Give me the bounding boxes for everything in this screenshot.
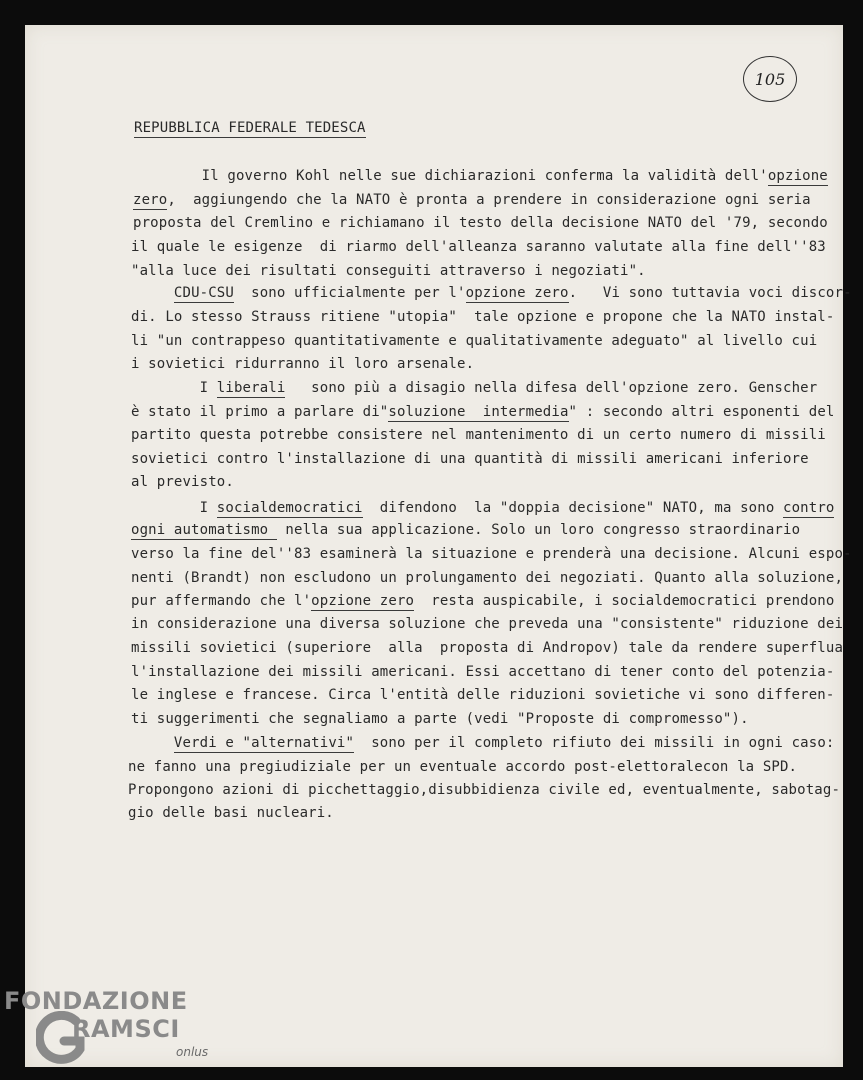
text-line: Il governo Kohl nelle sue dichiarazioni conferma la validità dell'opzione: [133, 168, 828, 184]
text-line: zero, aggiungendo che la NATO è pronta a prendere in considerazione ogni seria: [133, 192, 811, 208]
page-number-stamp: 105: [743, 56, 797, 102]
text-line: ti suggerimenti che segnaliamo a parte (vedi "Proposte di compromesso").: [131, 711, 749, 727]
text-line: missili sovietici (superiore alla proposta di Andropov) tale da rendere superflua: [131, 640, 844, 656]
text-line: Propongono azioni di picchettaggio,disubbidienza civile ed, eventualmente, sabotag-: [128, 782, 841, 798]
document-heading: REPUBBLICA FEDERALE TEDESCA: [134, 120, 366, 136]
text-line: il quale le esigenze di riarmo dell'alleanza saranno valutate alla fine dell''83: [131, 239, 826, 255]
text-line: CDU-CSU sono ufficialmente per l'opzione zero. Vi sono tuttavia voci discor-: [173, 285, 852, 301]
text-line: l'installazione dei missili americani. Essi accettano di tener conto del potenzia-: [131, 664, 835, 680]
text-line: ne fanno una pregiudiziale per un eventuale accordo post-elettoralecon la SPD.: [128, 759, 798, 775]
text-line: gio delle basi nucleari.: [128, 805, 334, 821]
watermark-line3: onlus: [176, 1045, 209, 1059]
text-line: ogni automatismo nella sua applicazione. Solo un loro congresso straordinario: [131, 522, 801, 538]
watermark-line2: RAMSCI: [72, 1015, 180, 1043]
text-line: in considerazione una diversa soluzione che preveda una "consistente" riduzione dei: [131, 616, 844, 632]
text-line: sovietici contro l'installazione di una quantità di missili americani inferiore: [131, 451, 809, 467]
text-line: nenti (Brandt) non escludono un prolungamento dei negoziati. Quanto alla soluzione,: [131, 570, 844, 586]
text-line: I liberali sono più a disagio nella difesa dell'opzione zero. Genscher: [131, 380, 818, 396]
text-line: li "un contrappeso quantitativamente e qualitativamente adeguato" al livello cui: [131, 333, 818, 349]
text-line: "alla luce dei risultati conseguiti attraverso i negoziati".: [131, 263, 646, 279]
text-line: è stato il primo a parlare di"soluzione intermedia" : secondo altri esponenti del: [131, 404, 835, 420]
fondazione-gramsci-watermark: [4, 985, 224, 1075]
text-line: proposta del Cremlino e richiamano il testo della decisione NATO del '79, secondo: [133, 215, 828, 231]
text-line: pur affermando che l'opzione zero resta auspicabile, i socialdemocratici prendono: [131, 593, 835, 609]
document-page: [25, 25, 852, 1067]
text-line: le inglese e francese. Circa l'entità delle riduzioni sovietiche vi sono differen-: [131, 687, 835, 703]
text-line: I socialdemocratici difendono la "doppia decisione" NATO, ma sono contro: [131, 500, 835, 516]
text-line: Verdi e "alternativi" sono per il completo rifiuto dei missili in ogni caso:: [173, 735, 835, 751]
text-line: verso la fine del''83 esaminerà la situazione e prenderà una decisione. Alcuni espo-: [131, 546, 852, 562]
text-line: al previsto.: [131, 474, 234, 490]
text-line: partito questa potrebbe consistere nel mantenimento di un certo numero di missili: [131, 427, 826, 443]
text-line: i sovietici ridurranno il loro arsenale.: [131, 356, 475, 372]
text-line: di. Lo stesso Strauss ritiene "utopia" tale opzione e propone che la NATO instal-: [131, 309, 835, 325]
watermark-line1: FONDAZIONE: [4, 987, 188, 1015]
